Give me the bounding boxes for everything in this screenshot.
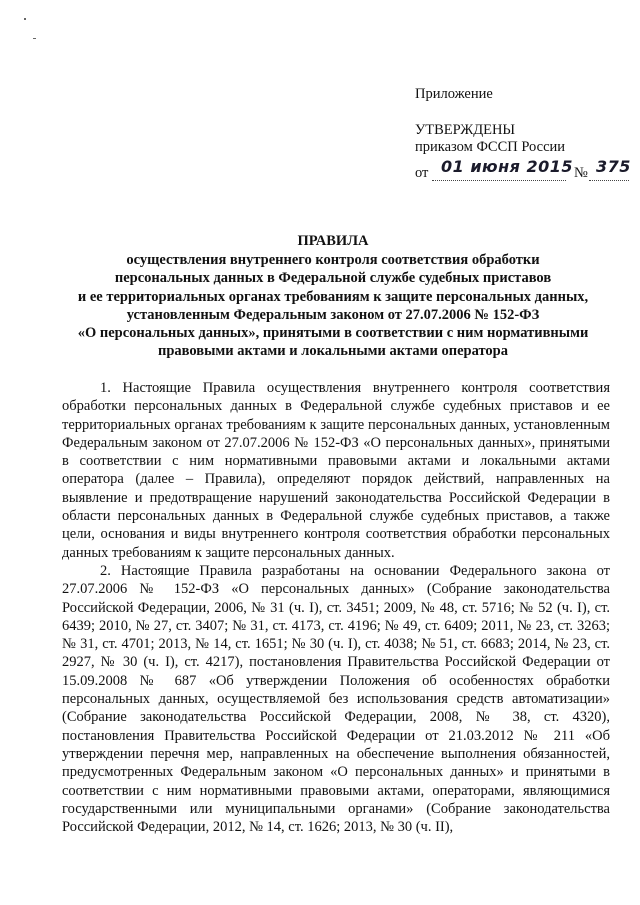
appendix-label: Приложение <box>415 86 493 102</box>
paragraph-1: 1. Настоящие Правила осуществления внутреннего контроля соответствия обработки персональных данных в Федеральной службе судебных приставов и ее территориальных органах требованиям к защите персональных данных, установленным Федеральным законом от 27.07.2006 № 152-ФЗ «О персональных данных», принятыми в соответствии с ним нормативными правовыми актами и локальными актами оператора (далее – Правила), определяют порядок действий, направленных на выявление и предотвращение нарушений законодательства Российской Федерации в области персональных данных в Федеральной службе судебных приставов, а также цели, основания и виды внутреннего контроля соответствия обработки персональных данных требованиям к защите персональных данных. <box>62 380 610 561</box>
approval-header <box>415 86 630 181</box>
number-underline <box>589 180 629 181</box>
order-date-line <box>415 159 630 181</box>
document-body <box>62 379 610 836</box>
title-line: и ее территориальных органах требованиям к защите персональных данных, <box>77 288 589 305</box>
paragraph-2: 2. Настоящие Правила разработаны на основании Федерального закона от 27.07.2006 № 152-ФЗ «О персональных данных» (Собрание законодательства Российской Федерации, 2006, № 31 (ч. I), ст. 3451; 2009, № 48, ст. 5716; № 52 (ч. I), ст. 6439; 2010, № 27, ст. 3407; № 31, ст. 4173, ст. 4196; № 49, ст. 6409; 2011, № 23, ст. 3263; № 31, ст. 4701; 2013, № 14, ст. 1651; № 30 (ч. I), ст. 4038; № 51, ст. 6683; 2014, № 23, ст. 2927, № 30 (ч. I), ст. 4217), постановления Правительства Российской Федерации от 15.09.2008 № 687 «Об утверждении Положения об особенностях обработки персональных данных, осуществляемой без использования средств автоматизации» (Собрание законодательства Российской Федерации, 2008, № 38, ст. 4320), постановления Правительства Российской Федерации от 21.03.2012 № 211 «Об утверждении перечня мер, направленных на обеспечение выполнения обязанностей, предусмотренных Федеральным законом «О персональных данных» и принятыми в соответствии с ним нормативными правовыми актами, операторами, являющимися государственными или муниципальными органами» (Собрание законодательства Российской Федерации, 2012, № 14, ст. 1626; 2013, № 30 (ч. II), <box>62 562 610 836</box>
order-label: приказом ФССП России <box>415 139 566 155</box>
number-prefix: № <box>574 165 588 181</box>
title-line: правовыми актами и локальными актами оператора <box>157 343 508 360</box>
title-line: «О персональных данных», принятыми в соответствии с ним нормативными <box>77 325 589 342</box>
handwritten-number: 375 <box>596 157 631 176</box>
approved-label: УТВЕРЖДЕНЫ <box>415 122 516 138</box>
scan-speck <box>33 38 36 39</box>
handwritten-date: 01 июня 2015 <box>441 157 574 176</box>
title-line: осуществления внутреннего контроля соответствия обработки <box>126 252 540 269</box>
title-line: установленным Федеральным законом от 27.07.2006 № 152-ФЗ <box>126 306 540 323</box>
date-prefix: от <box>415 165 429 181</box>
scan-speck <box>24 18 26 20</box>
title-main: ПРАВИЛА <box>297 233 369 249</box>
title-line: персональных данных в Федеральной службе судебных приставов <box>114 270 552 287</box>
document-title <box>44 232 622 360</box>
date-underline <box>432 180 566 181</box>
